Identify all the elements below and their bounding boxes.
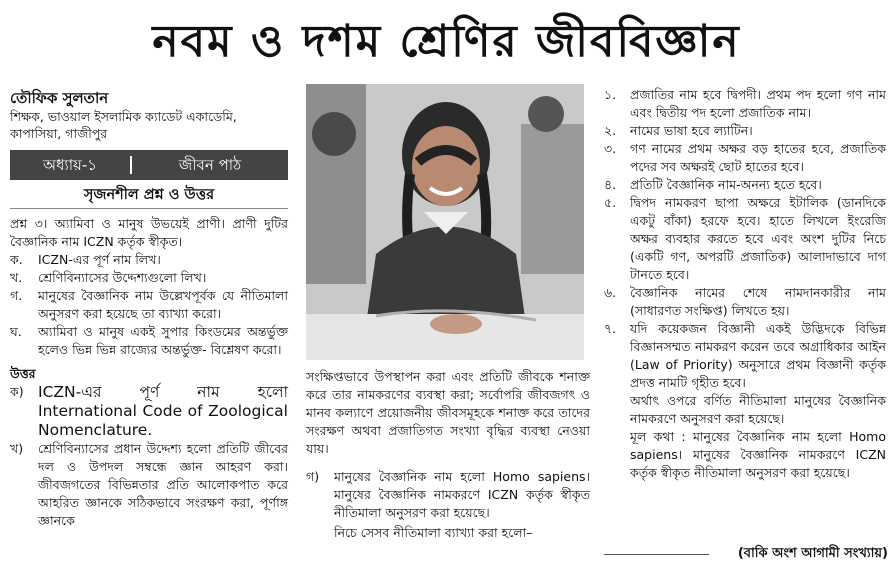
answer-kha-continued: সংক্ষিপ্তভাবে উপস্থাপন করা এবং প্রতিটি জীবকে শনাক্ত করে তার নামকরণের ব্যবস্থা করা; সর্বোপরি জীবজগৎ ও মানব কল্যাণে প্রয়োজনীয় জীবসমূহকে শনাক্ত করে তাদের সংরক্ষণ অথবা প্রজাতিগত সংখ্যা বৃদ্ধির ব্যবস্থা নেওয়া যায়। <box>306 369 590 456</box>
answer-kha-key: খ) <box>10 441 24 456</box>
answer-ga-text: মানুষের বৈজ্ঞানিক নাম হলো Homo sapiens। মানুষের বৈজ্ঞানিক নামকরণে ICZN কর্তৃক স্বীকৃত নীতিমালা অনুসরণ করা হয়েছে। <box>334 469 590 520</box>
rule-key: ২. <box>604 123 617 138</box>
section-heading: সৃজনশীল প্রশ্ন ও উত্তর <box>10 186 288 209</box>
question-item-key: ঘ. <box>10 324 22 339</box>
rule-key: ৬. <box>604 285 617 300</box>
answer-kha <box>10 440 288 530</box>
rule-item <box>604 176 886 194</box>
chapter-name: জীবন পাঠ <box>178 156 242 174</box>
summary-text: মূল কথা : মানুষের বৈজ্ঞানিক নাম হলো Homo sapiens। মানুষের বৈজ্ঞানিক নামকরণে ICZN কর্তৃক স্বীকৃত নীতিমালা অনুসরণ করা হয়েছে। <box>630 429 886 480</box>
answer-ka-key: ক) <box>10 384 24 399</box>
chapter-number: অধ্যায়-১ <box>10 156 132 174</box>
rule-text: যদি কয়েকজন বিজ্ঞানী একই উদ্ভিদকে বিভিন্ন বিজ্ঞানসম্মত নামকরণ করেন তবে অগ্রাধিকার আইন (Law of Priority) অনুসারে প্রথম বিজ্ঞানী কর্তৃক প্রদত্ত নামটি গৃহীত হবে। <box>630 321 886 390</box>
right-column <box>604 86 886 482</box>
rule-item <box>604 320 886 392</box>
question-item <box>10 269 288 287</box>
question-item-text: মানুষের বৈজ্ঞানিক নাম উল্লেখপূর্বক যে নীতিমালা অনুসরণ করা হয়েছে তা ব্যাখ্যা করো। <box>38 288 288 321</box>
rule-key: ৫. <box>604 195 617 210</box>
rule-item <box>604 140 886 176</box>
answer-ga <box>306 468 590 522</box>
rule-text: প্রজাতির নাম হবে দ্বিপদী। প্রথম পদ হলো গণ নাম এবং দ্বিতীয় পদ হলো প্রজাতিক নাম। <box>630 87 886 120</box>
answer-ga-key: গ) <box>306 469 320 484</box>
student-photo-illustration <box>306 84 584 360</box>
question-item <box>10 287 288 323</box>
answer-ka-text: ICZN-এর পূর্ণ নাম হলো International Code of Zoological Nomenclature. <box>38 383 288 439</box>
question-item-text: শ্রেণিবিন্যাসের উদ্দেশ্যগুলো লিখ। <box>38 270 207 285</box>
continued-note: (বাকি অংশ আগামী সংখ্যায়) <box>737 546 888 561</box>
middle-column <box>306 368 590 542</box>
rule-key: ১. <box>604 87 617 102</box>
rule-key: ৪. <box>604 177 617 192</box>
question-item <box>10 251 288 269</box>
rule-text: প্রতিটি বৈজ্ঞানিক নাম-অনন্য হতে হবে। <box>630 177 822 192</box>
question-item <box>10 323 288 359</box>
rule-text: নামের ভাষা হবে ল্যাটিন। <box>630 123 753 138</box>
question-item-text: অ্যামিবা ও মানুষ একই সুপার কিংডমের অন্তর্ভুক্ত হলেও ভিন্ন ভিন্ন রাজ্যের অন্তর্ভুক্ত- বিশ্লেষণ করো। <box>38 324 288 357</box>
rule-item <box>604 284 886 320</box>
answer-heading: উত্তর <box>10 366 36 381</box>
answer-ka <box>10 383 288 440</box>
author-name: তৌফিক সুলতান <box>10 89 109 107</box>
student-photo <box>306 84 584 360</box>
page-title: নবম ও দশম শ্রেণির জীববিজ্ঞান <box>152 16 741 67</box>
left-column <box>10 88 288 530</box>
question-item-key: খ. <box>10 270 23 285</box>
rule-key: ৭. <box>604 321 617 336</box>
rule-item <box>604 122 886 140</box>
rule-text: বৈজ্ঞানিক নামের শেষে নামদানকারীর নাম (সাধারণত সংক্ষিপ্ত) লিখতে হয়। <box>630 285 886 318</box>
author-affiliation: শিক্ষক, ভাওয়াল ইসলামিক ক্যাডেট একাডেমি, কাপাসিয়া, গাজীপুর <box>10 109 237 141</box>
rule-key: ৩. <box>604 141 617 156</box>
answer-ga-follow: নিচে সেসব নীতিমালা ব্যাখ্যা করা হলো– <box>334 525 533 540</box>
conclusion-text: অর্থাৎ ওপরে বর্ণিত নীতিমালা মানুষের বৈজ্ঞানিক নামকরণে অনুসরণ করা হয়েছে। <box>630 393 886 426</box>
rule-text: গণ নামের প্রথম অক্ষর বড় হাতের হবে, প্রজাতিক পদের সব অক্ষরই ছোট হাতের হবে। <box>630 141 886 174</box>
chapter-bar <box>10 150 288 180</box>
rule-item <box>604 86 886 122</box>
rule-item <box>604 194 886 284</box>
question-item-key: গ. <box>10 288 23 303</box>
question-intro: প্রশ্ন ৩। অ্যামিবা ও মানুষ উভয়েই প্রাণী। প্রাণী দুটির বৈজ্ঞানিক নাম ICZN কর্তৃক স্বীকৃত। <box>10 216 288 249</box>
question-item-key: ক. <box>10 252 23 267</box>
rule-text: দ্বিপদ নামকরণ ছাপা অক্ষরে ইটালিক (ডানদিকে একটু বাঁকা) হরফে হবে। হাতে লিখলে ইংরেজি অক্ষর ব্যবহার করতে হবে এবং অংশ দুটির নিচে (একটি গণ, অপরটি প্রজাতিক) আলাদাভাবে দাগ টানতে হবে। <box>630 195 886 282</box>
answer-kha-text: শ্রেণিবিন্যাসের প্রধান উদ্দেশ্য হলো প্রতিটি জীবের দল ও উপদল সম্বন্ধে জ্ঞান আহরণ করা। জীবজগতের বিভিন্নতার প্রতি আলোকপাত করে আহরিত জ্ঞানকে সঠিকভাবে সংরক্ষণ করা, পূর্ণাঙ্গ জ্ঞানকে <box>38 441 288 528</box>
question-item-text: ICZN-এর পূর্ণ নাম লিখ। <box>38 252 161 267</box>
